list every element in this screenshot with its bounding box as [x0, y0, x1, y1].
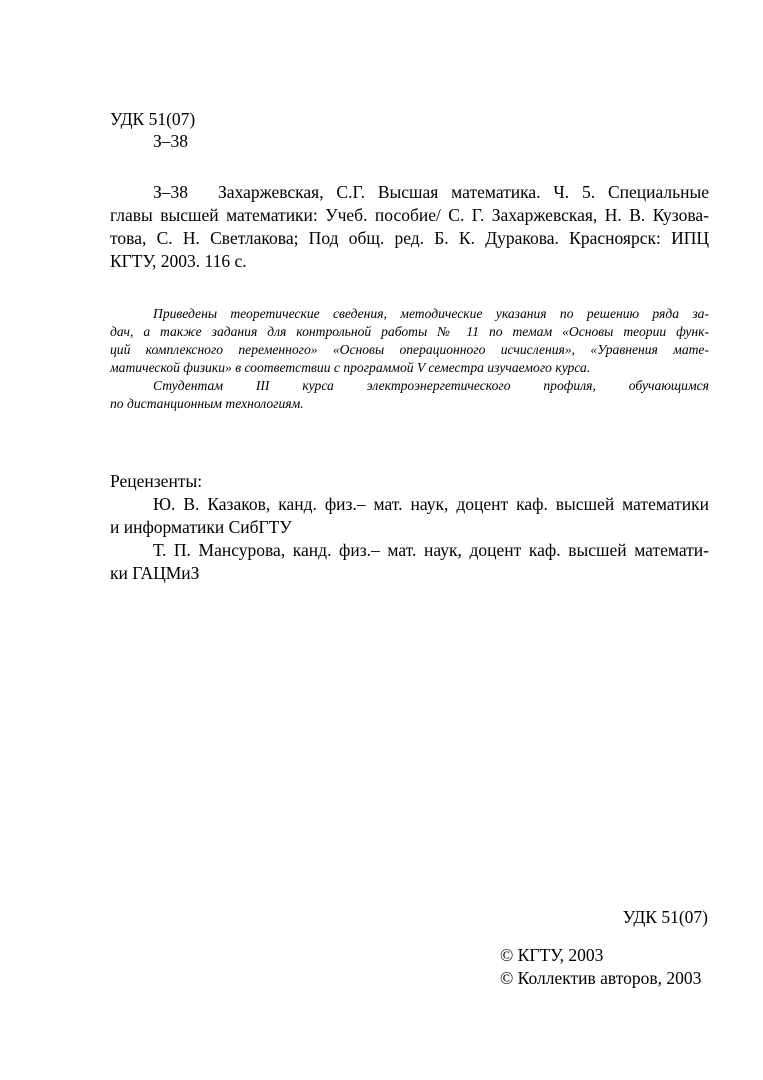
bibliography-title: Захаржевская, С.Г. Высшая математика. Ч. 5. Специальные: [218, 182, 709, 202]
abstract-line-2: дач, а также задания для контрольной работы № 11 по темам «Основы теории функ-: [110, 324, 709, 339]
bibliography-line-4: КГТУ, 2003. 116 с.: [110, 251, 247, 271]
abstract-line-4: матической физики» в соответствии с программой V семестра изучаемого курса.: [110, 360, 591, 375]
reviewer-2-line-2: ки ГАЦМиЗ: [110, 563, 200, 583]
abstract-line-5: Студентам III курса электроэнергетического профиля, обучающимся: [153, 378, 709, 393]
abstract-line-6: по дистанционным технологиям.: [110, 396, 304, 411]
abstract-line-1: Приведены теоретические сведения, методические указания по решению ряда за-: [153, 306, 709, 321]
bibliography-index: З–38: [153, 182, 189, 202]
abstract-line-3: ций комплексного переменного» «Основы операционного исчисления», «Уравнения мате-: [110, 342, 709, 357]
reviewer-1-line-1: Ю. В. Казаков, канд. физ.– мат. наук, доцент каф. высшей математики: [153, 494, 709, 514]
author-index: З–38: [153, 131, 189, 151]
footer-udk: УДК 51(07): [622, 907, 708, 927]
bibliography-line-3: това, С. Н. Светлакова; Под общ. ред. Б. К. Дуракова. Красноярск: ИПЦ: [110, 228, 709, 248]
udk-code: УДК 51(07): [110, 109, 196, 129]
copyright-kgtu: © КГТУ, 2003: [500, 945, 604, 965]
reviewer-2-line-1: Т. П. Мансурова, канд. физ.– мат. наук, доцент каф. высшей математи-: [153, 540, 709, 560]
bibliography-line-2: главы высшей математики: Учеб. пособие/ С. Г. Захаржевская, Н. В. Кузова-: [110, 205, 709, 225]
reviewer-1-line-2: и информатики СибГТУ: [110, 517, 292, 537]
bibliography-line-1: [110, 181, 709, 203]
copyright-authors: © Коллектив авторов, 2003: [500, 968, 702, 988]
reviewers-heading: Рецензенты:: [110, 471, 203, 491]
